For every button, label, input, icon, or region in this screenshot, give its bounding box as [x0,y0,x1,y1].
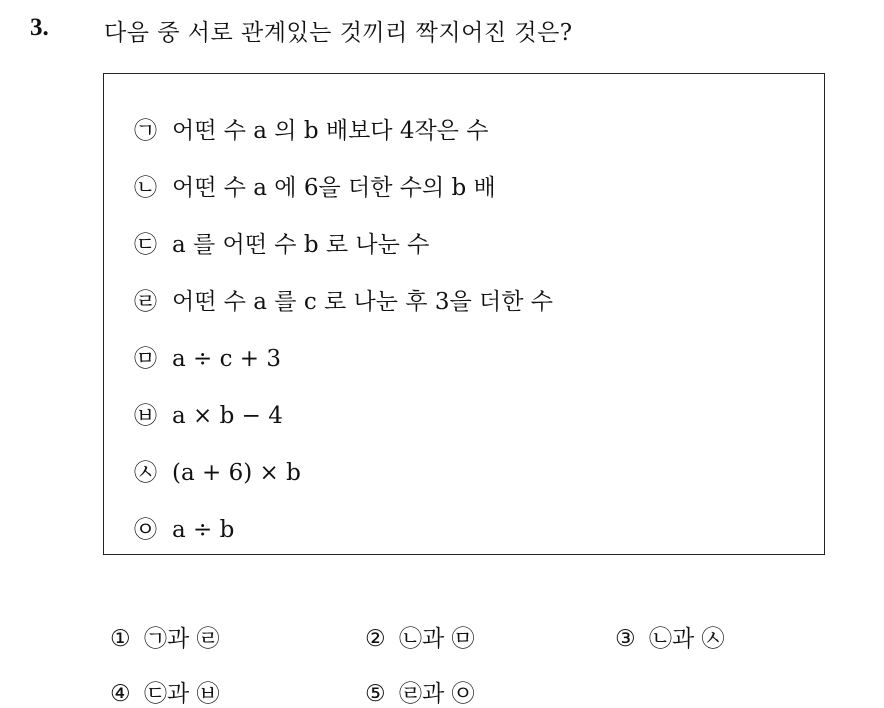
option-text: ㉢과 ㉥ [144,681,220,707]
item-text: (a + 6) × b [172,460,301,486]
condition-item [134,454,301,487]
answer-option-4[interactable] [110,675,220,708]
item-marker: ㉡ [134,175,157,201]
condition-item [134,340,281,373]
item-marker: ㉢ [134,232,157,258]
question-number: 3. [30,14,49,41]
item-text: 어떤 수 a 에 6을 더한 수의 b 배 [172,175,496,201]
condition-item [134,283,553,316]
option-text: ㉡과 ㉤ [399,626,475,652]
question-text: 다음 중 서로 관계있는 것끼리 짝지어진 것은? [104,20,573,46]
item-marker: ㉣ [134,289,157,315]
condition-item [134,112,488,145]
item-text: 어떤 수 a 를 c 로 나눈 후 3을 더한 수 [172,289,553,315]
option-number: ③ [615,626,636,652]
item-text: a ÷ b [172,517,235,543]
option-text: ㉣과 ㉧ [399,681,475,707]
option-text: ㉠과 ㉣ [144,626,220,652]
item-marker: ㉥ [134,403,157,429]
item-text: a × b − 4 [172,403,283,429]
answer-option-5[interactable] [365,675,475,708]
item-marker: ㉤ [134,346,157,372]
option-number: ④ [110,681,131,707]
option-number: ② [365,626,386,652]
condition-item [134,397,283,430]
answer-option-2[interactable] [365,620,475,653]
item-text: a ÷ c + 3 [172,346,282,372]
item-marker: ㉠ [134,118,157,144]
option-number: ① [110,626,131,652]
condition-item [134,511,234,544]
item-marker: ㉧ [134,517,157,543]
answer-option-1[interactable] [110,620,220,653]
item-text: 어떤 수 a 의 b 배보다 4작은 수 [172,118,489,144]
condition-item [134,226,429,259]
option-text: ㉡과 ㉦ [649,626,725,652]
answer-option-3[interactable] [615,620,725,653]
condition-item [134,169,496,202]
conditions-box [103,73,825,555]
option-number: ⑤ [365,681,386,707]
item-text: a 를 어떤 수 b 로 나눈 수 [172,232,430,258]
item-marker: ㉦ [134,460,157,486]
